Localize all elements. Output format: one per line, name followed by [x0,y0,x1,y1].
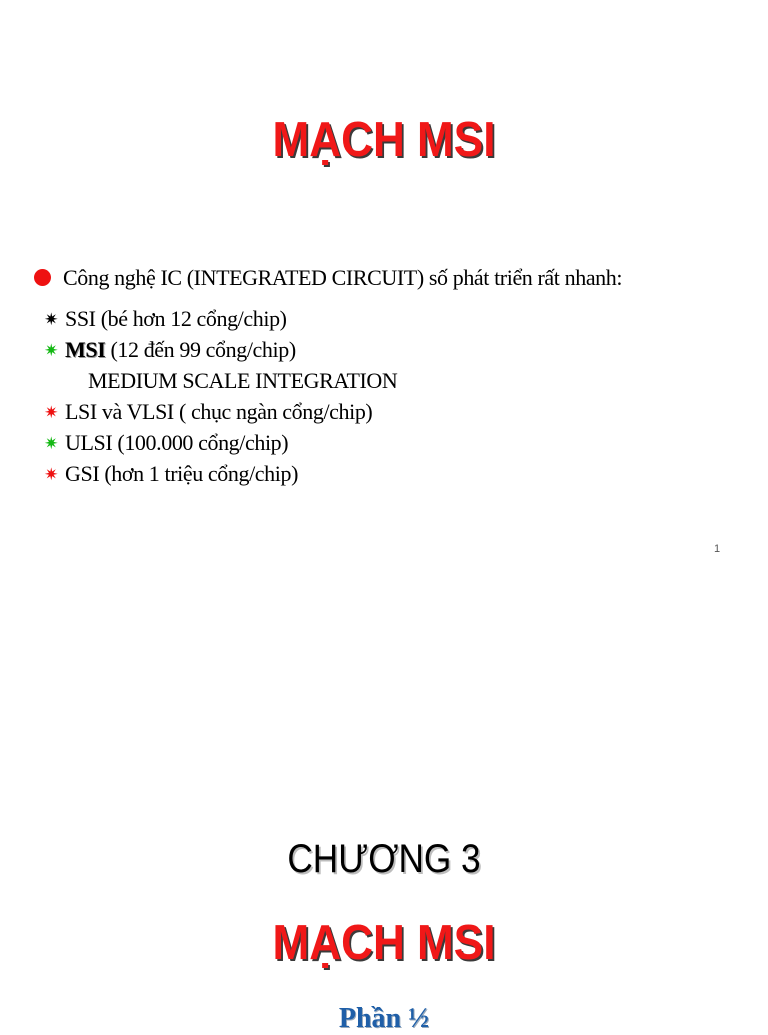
list-item-bold-text: MSI [65,337,106,362]
list-item-text: GSI (hơn 1 triệu cổng/chip) [65,461,299,486]
list-item [42,396,397,427]
list-item-text: MEDIUM SCALE INTEGRATION [88,368,398,393]
intro-text: Công nghệ IC (INTEGRATED CIRCUIT) số phát triển rất nhanh: [63,265,623,290]
chapter-heading: CHƯƠNG 3 [287,837,481,881]
part-subtitle: Phần ½ [338,1003,430,1034]
list-item-text: LSI và VLSI ( chục ngàn cổng/chip) [65,399,373,424]
slide-2 [0,575,768,1034]
list-item [42,458,397,489]
star-bullet-icon: ✷ [44,465,58,485]
list-item [42,334,397,365]
ic-scale-list [42,303,397,489]
list-item [42,427,397,458]
list-item-text: (12 đến 99 cổng/chip) [105,337,296,362]
red-dot-bullet-icon [34,269,51,286]
star-bullet-icon: ✷ [44,403,58,423]
slide-title: MẠCH MSI [272,113,496,167]
star-bullet-icon: ✷ [44,434,58,454]
list-item-text: ULSI (100.000 cổng/chip) [65,430,289,455]
star-bullet-icon: ✷ [44,341,58,361]
slide-title: MẠCH MSI [272,916,496,970]
intro-bullet [34,265,622,291]
list-item [42,303,397,334]
star-bullet-icon: ✷ [44,310,58,330]
list-item [42,365,397,396]
list-item-text: SSI (bé hơn 12 cổng/chip) [65,306,287,331]
page-number: 1 [714,543,721,555]
